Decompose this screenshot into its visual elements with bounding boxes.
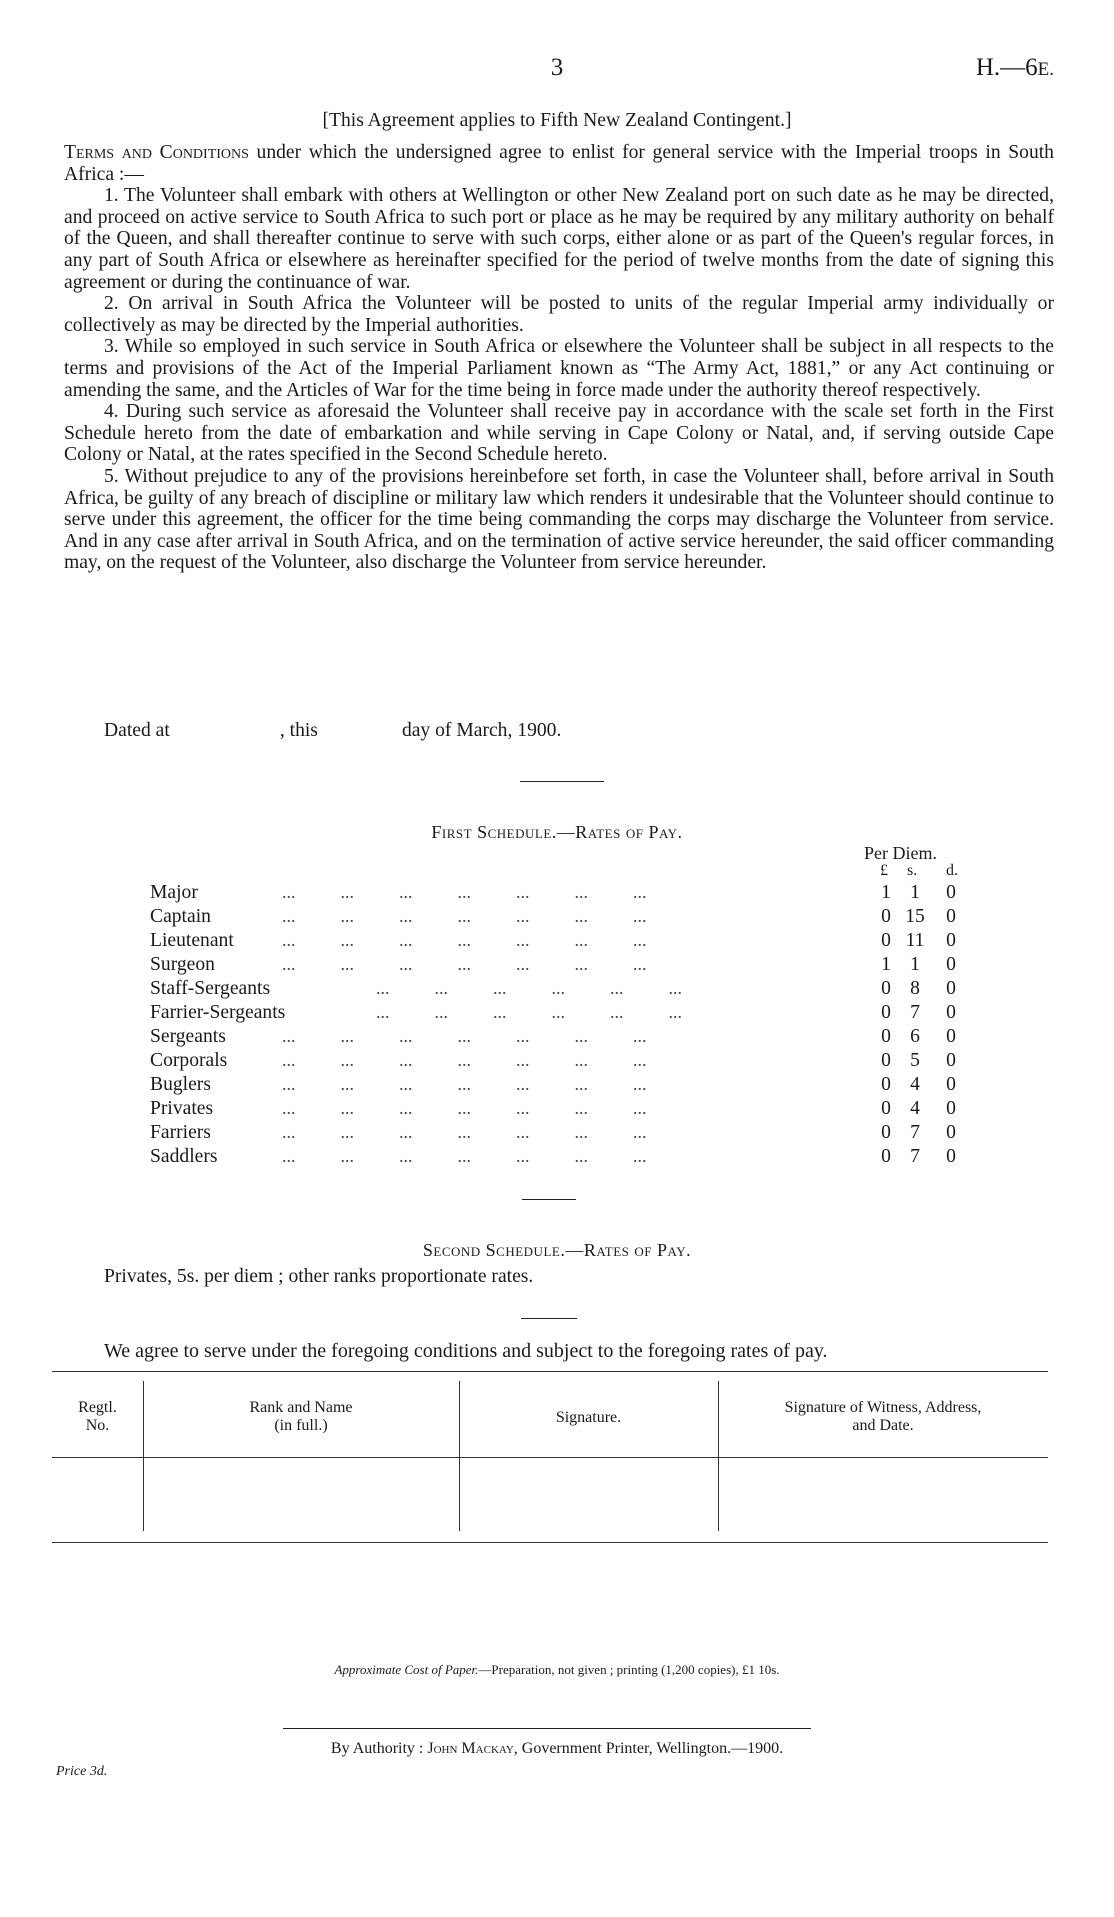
rank-name: Surgeon xyxy=(150,954,215,975)
cost-note-label: Approximate Cost of Paper. xyxy=(334,1662,479,1677)
dot-leader: ... ... ... ... ... ... xyxy=(376,978,682,998)
pay-shillings: 8 xyxy=(910,978,920,999)
witness-header-line-1: Signature of Witness, Address, xyxy=(784,1399,982,1416)
pay-pence: 0 xyxy=(946,882,956,903)
terms-lead-text: under which the undersigned agree to enlist for general service with the Imperial troops in South Africa :— xyxy=(64,142,1054,185)
pay-pence: 0 xyxy=(946,930,956,951)
rank-name: Privates xyxy=(150,1098,214,1119)
first-schedule-title xyxy=(0,822,1114,843)
rank-name: Sergeants xyxy=(150,1026,226,1047)
pay-shillings: 4 xyxy=(910,1074,920,1095)
rank-name: Staff-Sergeants xyxy=(150,978,271,999)
pay-pence: 0 xyxy=(946,1002,956,1023)
regtl-header-line-1: Regtl. xyxy=(78,1399,117,1416)
divider-rule-2 xyxy=(522,1199,576,1200)
pay-pence: 0 xyxy=(946,954,956,975)
regtl-no-header xyxy=(52,1399,143,1435)
document-code-suffix: E. xyxy=(1037,59,1054,80)
dot-leader: ... ... ... ... ... ... ... xyxy=(282,906,647,926)
authority-rule xyxy=(283,1728,811,1729)
rank-name: Farrier-Sergeants xyxy=(150,1002,286,1023)
rank-name: Lieutenant xyxy=(150,930,240,952)
dot-leader: ... ... ... ... ... ... ... xyxy=(282,1122,647,1142)
pay-pence: 0 xyxy=(946,1074,956,1095)
authority-suffix: , Government Printer, Wellington.—1900. xyxy=(513,1740,784,1757)
rate-row xyxy=(150,978,980,1002)
dated-at: Dated at xyxy=(104,720,170,741)
pay-pounds: 1 xyxy=(881,882,891,903)
authority-prefix: By Authority : xyxy=(330,1740,428,1757)
pay-shillings: 1 xyxy=(910,882,920,903)
pay-shillings: 5 xyxy=(910,1050,920,1071)
pay-shillings: 11 xyxy=(905,930,925,951)
second-schedule-title-label: Second Schedule xyxy=(422,1240,561,1260)
dot-leader: ... ... ... ... ... ... ... xyxy=(282,930,647,950)
pay-pence: 0 xyxy=(946,1146,956,1167)
pay-pounds: 0 xyxy=(881,930,891,951)
terms-paragraph-2: 2. On arrival in South Africa the Volunteer will be posted to units of the regular Imperial army individually or collectively as may be directed by the Imperial authorities. xyxy=(64,293,1054,336)
terms-paragraph-5: 5. Without prejudice to any of the provisions hereinbefore set forth, in case the Volunteer shall, before arrival in South Africa, be guilty of any breach of discipline or military law which renders it undesirable that the Volunteer should continue to serve under this agreement, the officer for the time being commanding the corps may discharge the Volunteer from service. And in any case after arrival in South Africa, and on the termination of active service hereunder, the said officer commanding may, on the request of the Volunteer, also discharge the Volunteer from service hereunder. xyxy=(64,465,1054,574)
pence-heading: d. xyxy=(946,862,958,879)
pay-pounds: 0 xyxy=(881,978,891,999)
per-diem-heading: Per Diem. xyxy=(864,843,937,863)
terms-paragraph-3: 3. While so employed in such service in South Africa or elsewhere the Volunteer shall be subject in all respects to the terms and provisions of the Act of the Imperial Parliament known as “The Army Act, 1881,” or any Act continuing or amending the same, and the Articles of War for the time being in force made under the authority thereof respectively. xyxy=(64,336,1054,401)
witness-header xyxy=(718,1399,1048,1435)
dot-leader: ... ... ... ... ... ... ... xyxy=(282,882,647,902)
rate-row xyxy=(150,1098,980,1122)
dot-leader: ... ... ... ... ... ... ... xyxy=(282,1074,647,1094)
rate-row xyxy=(150,930,980,954)
rank-name: Corporals xyxy=(150,1050,228,1071)
contingent-note: [This Agreement applies to Fifth New Zealand Contingent.] xyxy=(322,110,792,131)
first-schedule-title-sep: .— xyxy=(551,822,576,842)
document-code-prefix: H.—6 xyxy=(975,54,1038,81)
dot-leader: ... ... ... ... ... ... xyxy=(376,1002,682,1022)
pay-shillings: 15 xyxy=(905,906,925,927)
pay-pence: 0 xyxy=(946,978,956,999)
pay-pounds: 0 xyxy=(881,1074,891,1095)
pay-shillings: 4 xyxy=(910,1098,920,1119)
witness-header-line-2: and Date. xyxy=(852,1417,914,1434)
pay-pounds: 0 xyxy=(881,1026,891,1047)
pay-shillings: 6 xyxy=(910,1026,920,1047)
pay-pence: 0 xyxy=(946,1098,956,1119)
pay-shillings: 7 xyxy=(910,1122,920,1143)
dot-leader: ... ... ... ... ... ... ... xyxy=(282,1098,647,1118)
regtl-header-line-2: No. xyxy=(85,1417,110,1434)
rate-row xyxy=(150,906,980,930)
divider-rule-3 xyxy=(521,1318,577,1319)
signature-table xyxy=(52,1371,1048,1543)
second-schedule-title-rest: Rates of Pay. xyxy=(583,1240,692,1260)
dated-this: , this xyxy=(279,720,318,741)
document-code xyxy=(976,54,1054,82)
dated-day: day of March, 1900. xyxy=(401,720,562,741)
rank-name: Major xyxy=(150,882,198,903)
pay-pence: 0 xyxy=(946,1122,956,1143)
second-schedule-text: Privates, 5s. per diem ; other ranks proportionate rates. xyxy=(104,1266,534,1287)
terms-lead-title: Terms and Conditions xyxy=(64,142,249,163)
printer-name: John Mackay xyxy=(427,1740,514,1757)
rate-row xyxy=(150,1146,980,1170)
rank-name: Saddlers xyxy=(150,1146,218,1167)
terms-paragraph-4: 4. During such service as aforesaid the Volunteer shall receive pay in accordance with the scale set forth in the First Schedule hereto from the date of embarkation and while serving in Cape Colony or Natal, and, if serving outside Cape Colony or Natal, at the rates specified in the Second Schedule hereto. xyxy=(64,401,1054,466)
pay-pence: 0 xyxy=(946,1050,956,1071)
second-schedule-title-sep: .— xyxy=(560,1240,584,1260)
pay-pounds: 0 xyxy=(881,1098,891,1119)
rate-row xyxy=(150,1002,980,1026)
rate-row xyxy=(150,1026,980,1050)
pay-pounds: 1 xyxy=(881,954,891,975)
terms-paragraph-1: 1. The Volunteer shall embark with others at Wellington or other New Zealand port on such date as he may be directed, and proceed on active service to South Africa to such port or place as he may be required by any military authority on behalf of the Queen, and shall thereafter continue to serve with such corps, either alone or as part of the Queen's regular forces, in any part of South Africa or elsewhere as hereinafter specified for the period of twelve months from the date of signing this agreement or during the continuance of war. xyxy=(64,185,1054,293)
rank-name: Farriers xyxy=(150,1122,211,1143)
pay-shillings: 7 xyxy=(910,1146,920,1167)
dot-leader: ... ... ... ... ... ... ... xyxy=(282,1146,647,1166)
second-schedule-title xyxy=(0,1240,1114,1261)
pay-pounds: 0 xyxy=(881,1146,891,1167)
terms-lead xyxy=(64,142,1054,185)
dated-line xyxy=(104,720,561,742)
shillings-heading: s. xyxy=(907,862,918,879)
rate-row xyxy=(150,1050,980,1074)
table-top-rule xyxy=(52,1371,1048,1372)
divider-rule-1 xyxy=(520,781,604,782)
cost-note-text: —Preparation, not given ; printing (1,200 copies), £1 10s. xyxy=(478,1662,780,1677)
pay-pence: 0 xyxy=(946,906,956,927)
first-schedule-title-rest: Rates of Pay. xyxy=(575,822,683,842)
rate-row xyxy=(150,1122,980,1146)
rank-name-header xyxy=(143,1399,459,1435)
pay-pounds: 0 xyxy=(881,1122,891,1143)
page-number: 3 xyxy=(550,54,564,81)
pounds-heading: £ xyxy=(880,862,888,879)
rank-name: Captain xyxy=(150,906,211,927)
rate-row xyxy=(150,1074,980,1098)
rate-row xyxy=(150,954,980,978)
dot-leader: ... ... ... ... ... ... ... xyxy=(282,1026,647,1046)
table-header-rule xyxy=(52,1457,1048,1458)
authority-line xyxy=(0,1740,1114,1758)
table-column-rule xyxy=(459,1381,460,1531)
pay-pounds: 0 xyxy=(881,1050,891,1071)
pay-pence: 0 xyxy=(946,1026,956,1047)
agreement-line: We agree to serve under the foregoing conditions and subject to the foregoing rates of pay. xyxy=(104,1340,828,1362)
price: Price 3d. xyxy=(56,1764,108,1779)
rank-name: Buglers xyxy=(150,1074,211,1095)
signature-header-label: Signature. xyxy=(555,1409,622,1426)
pay-shillings: 1 xyxy=(910,954,920,975)
pay-shillings: 7 xyxy=(910,1002,920,1023)
signature-header xyxy=(459,1409,718,1427)
dot-leader: ... ... ... ... ... ... ... xyxy=(282,1050,647,1070)
table-bottom-rule xyxy=(52,1542,1048,1543)
rank-header-line-2: (in full.) xyxy=(274,1417,328,1434)
pay-pounds: 0 xyxy=(881,906,891,927)
first-schedule-title-label: First Schedule xyxy=(431,822,552,842)
rate-row xyxy=(150,882,980,906)
dot-leader: ... ... ... ... ... ... ... xyxy=(282,954,647,974)
terms-section xyxy=(64,142,1054,574)
pay-pounds: 0 xyxy=(881,1002,891,1023)
cost-note xyxy=(0,1662,1114,1678)
rank-header-line-1: Rank and Name xyxy=(249,1399,353,1416)
